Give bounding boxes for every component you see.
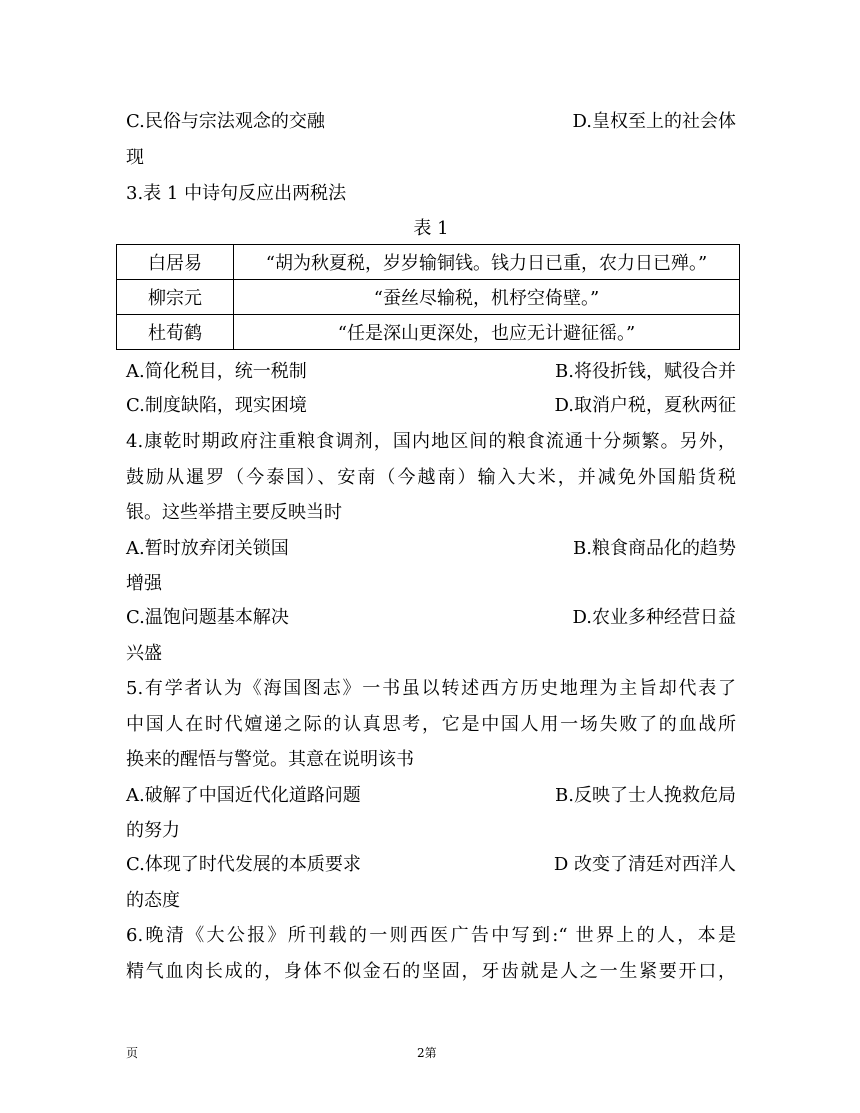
table-row [117,245,740,280]
q4-options-ab-row [126,537,736,561]
q4-stem-line-3: 银。这些举措主要反映当时 [126,502,342,523]
q3-options-cd-row [126,394,736,418]
q3-option-a[interactable]: A.简化税目，统一税制 [126,361,307,382]
table-cell-poem: “蚕丝尽输税，机杼空倚壁。” [234,280,740,315]
q2-option-d-wrap: 现 [126,147,144,168]
footer-page-label: 页 [126,1046,139,1060]
q5-stem-line-3: 换来的醒悟与警觉。其意在说明该书 [126,749,414,770]
table-cell-author: 杜荀鹤 [117,315,234,350]
table-cell-author: 柳宗元 [117,280,234,315]
table-cell-author: 白居易 [117,245,234,280]
q3-option-d[interactable]: D.取消户税，夏秋两征 [554,395,736,416]
q4-option-c[interactable]: C.温饱问题基本解决 [126,607,289,628]
footer-page-number: 2第 [417,1046,437,1060]
q2-options-cd-row [126,110,736,134]
table-row [117,315,740,350]
q6-stem-line-2: 精气血肉长成的，身体不似金石的坚固，牙齿就是人之一生紧要开口， [126,961,736,982]
q4-options-cd-row [126,606,736,630]
q3-option-c[interactable]: C.制度缺陷，现实困境 [126,395,307,416]
q3-table-caption: 表 1 [413,218,449,239]
q4-option-b-wrap: 增强 [126,573,162,594]
q5-option-c[interactable]: C.体现了时代发展的本质要求 [126,854,361,875]
q3-options-ab-row [126,360,736,384]
q4-option-a[interactable]: A.暂时放弃闭关锁国 [126,538,289,559]
q3-option-b[interactable]: B.将役折钱，赋役合并 [555,361,736,382]
q2-option-d[interactable]: D.皇权至上的社会体 [572,111,736,132]
table-row [117,280,740,315]
q4-option-d[interactable]: D.农业多种经营日益 [572,607,736,628]
q2-option-c[interactable]: C.民俗与宗法观念的交融 [126,111,325,132]
q5-options-cd-row [126,853,736,877]
q4-option-d-wrap: 兴盛 [126,643,162,664]
table-cell-poem: “任是深山更深处，也应无计避征徭。” [234,315,740,350]
q5-option-d-wrap: 的态度 [126,890,180,911]
table-cell-poem: “胡为秋夏税，岁岁输铜钱。钱力日已重，农力日已殚。” [234,245,740,280]
q3-poem-table [116,244,740,350]
q5-option-d[interactable]: D 改变了清廷对西洋人 [553,854,736,875]
q4-stem-line-2: 鼓励从暹罗（今泰国）、安南（今越南）输入大米，并减免外国船货税 [126,467,736,488]
q4-option-b[interactable]: B.粮食商品化的趋势 [573,538,736,559]
q5-option-b-wrap: 的努力 [126,820,180,841]
q6-stem-line-1: 6.晚清《大公报》所刊载的一则西医广告中写到:“ 世界上的人，本是 [126,925,736,946]
q5-option-a[interactable]: A.破解了中国近代化道路问题 [126,785,361,806]
q5-options-ab-row [126,784,736,808]
q3-stem: 3.表 1 中诗句反应出两税法 [126,183,347,204]
q5-stem-line-2: 中国人在时代嬗递之际的认真思考，它是中国人用一场失败了的血战所 [126,714,736,735]
q4-stem-line-1: 4.康乾时期政府注重粮食调剂，国内地区间的粮食流通十分频繁。另外， [126,431,736,452]
q5-stem-line-1: 5.有学者认为《海国图志》一书虽以转述西方历史地理为主旨却代表了 [126,678,736,699]
q5-option-b[interactable]: B.反映了士人挽救危局 [555,785,736,806]
